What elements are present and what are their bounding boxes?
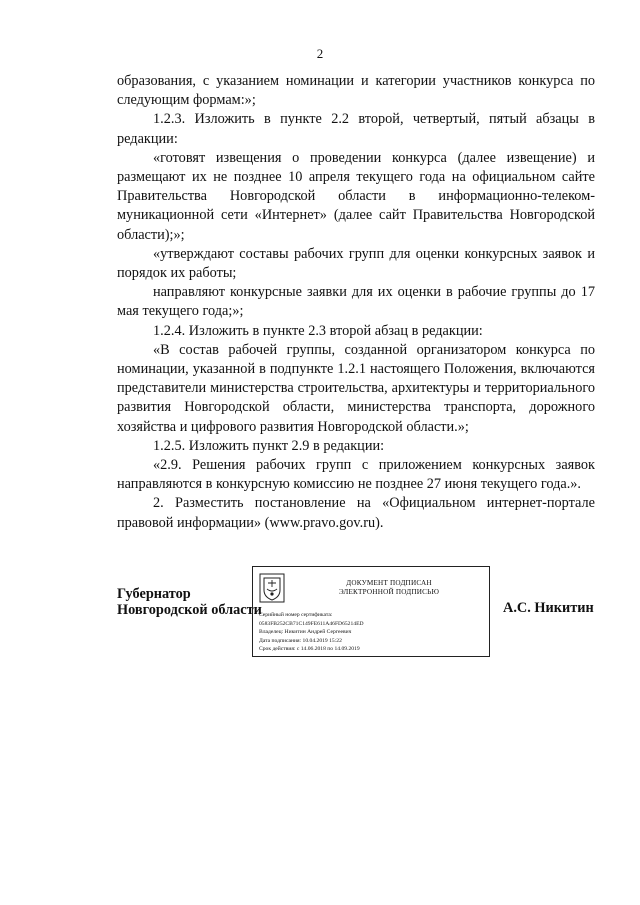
coat-of-arms-icon <box>259 573 285 603</box>
paragraph-5: 1.2.4. Изложить в пункте 2.3 второй абзац в редакции: <box>153 322 483 339</box>
paragraph-8: «2.9. Решения рабочих групп с приложением конкурсных заявок направляются в конкурсную комиссию не позднее 27 июня текущего года.». <box>117 457 595 493</box>
paragraph-9: 2. Разместить постановление на «Официальном интернет-портале правовой информации» (www.pravo.gov.ru). <box>117 495 595 531</box>
signatory-name: А.С. Никитин <box>503 600 594 616</box>
signatory-title <box>117 586 262 618</box>
paragraph-0: образования, с указанием номинации и категории участников конкурса по следующим формам:»; <box>117 73 595 109</box>
signatory-title-line2: Новгородской области <box>117 602 262 618</box>
cert-validity: Срок действия: с 14.06.2018 по 14.09.2019 <box>259 646 360 653</box>
signed-date: Дата подписания: 10.04.2019 15:22 <box>259 637 342 644</box>
cert-owner: Владелец: Никитин Андрей Сергеевич <box>259 629 352 636</box>
page-number: 2 <box>316 46 324 61</box>
paragraph-1: 1.2.3. Изложить в пункте 2.2 второй, четвертый, пятый абзацы в редакции: <box>117 111 595 147</box>
stamp-header <box>293 579 485 597</box>
stamp-header-line2: ЭЛЕКТРОННОЙ ПОДПИСЬЮ <box>338 588 440 596</box>
paragraph-4: направляют конкурсные заявки для их оценки в рабочие группы до 17 мая текущего года;»; <box>117 284 595 320</box>
electronic-signature-stamp <box>252 566 490 657</box>
paragraph-6: «В состав рабочей группы, созданной организатором конкурса по номинации, указанной в подпункте 1.2.1 настоящего Положения, включаются представители министерства строительства, архитектуры и территориального развития Новгородской области, министерства транспорта, дорожного хозяйства и цифрового развития Новгородской области.»; <box>117 341 595 435</box>
stamp-details <box>259 611 485 654</box>
document-body <box>117 72 595 533</box>
stamp-header-line1: ДОКУМЕНТ ПОДПИСАН <box>346 579 432 587</box>
cert-label: Серийный номер сертификата: <box>259 612 333 618</box>
paragraph-2: «готовят извещения о проведении конкурса (далее извещение) и размещают их не позднее 10 апреля текущего года на официальном сайте Правительства Новгородской области в информационно-телеком-муникационной сети «Интернет» (далее сайт Правительства Новгородской области);»; <box>117 149 595 243</box>
paragraph-3: «утверждают составы рабочих групп для оценки конкурсных заявок и порядок их работы; <box>117 245 595 282</box>
signatory-title-line1: Губернатор <box>117 586 191 602</box>
cert-number: 0583FB252CB71C149FE611A46FD65214ED <box>259 620 364 627</box>
paragraph-7: 1.2.5. Изложить пункт 2.9 в редакции: <box>153 437 385 454</box>
